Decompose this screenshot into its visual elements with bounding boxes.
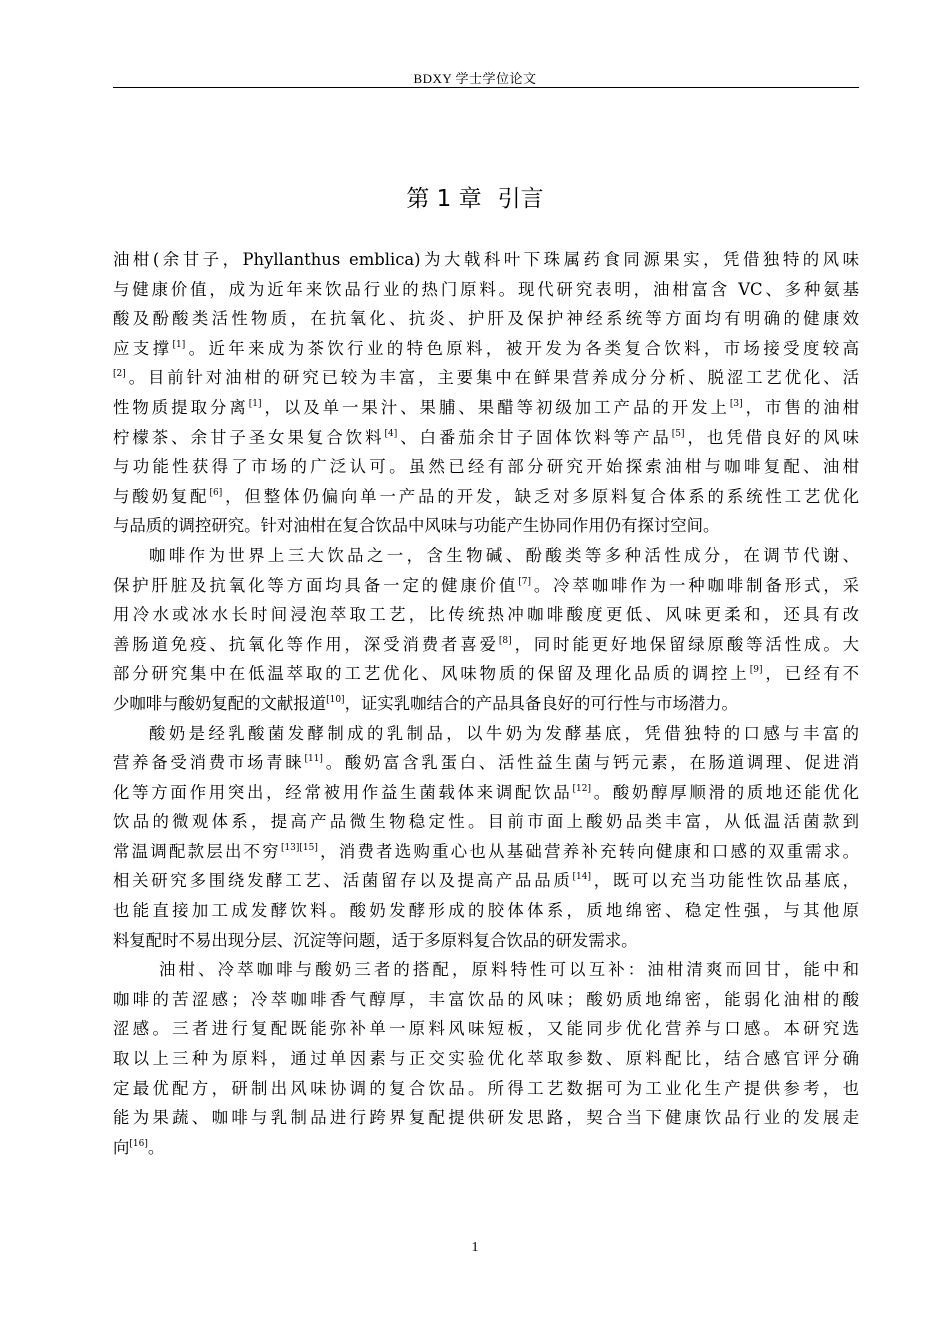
text-run: ，但整体仍偏向单一产品的开发，缺乏对多原料复合体系的系统性工艺优化: [222, 486, 860, 506]
text-line: [113, 659, 859, 689]
text-line: [113, 896, 859, 926]
text-line: [113, 748, 859, 778]
citation-marker: [8]: [498, 635, 512, 646]
text-run: ，既可以充当功能性饮品基底，: [590, 871, 860, 891]
text-run: 料复配时不易出现分层、沉淀等问题，适于多原料复合饮品的研发需求。: [113, 930, 638, 950]
text-run: 。近年来成为茶饮行业的特色原料，被开发为各类复合饮料，市场接受度较高: [185, 338, 859, 358]
text-line: [113, 541, 859, 571]
text-run: 保护肝脏及抗氧化等方面均具备一定的健康价值: [113, 575, 519, 595]
citation-marker: [16]: [129, 1138, 148, 1149]
text-line: [113, 600, 859, 630]
text-line: [113, 1103, 859, 1133]
text-line: [113, 689, 859, 719]
text-run: 也能直接加工成发酵饮料。酸奶发酵形成的胶体体系，质地绵密、稳定性强，与其他原: [113, 901, 859, 921]
text-run: 。目前针对油柑的研究已较为丰富，主要集中在鲜果营养成分分析、脱涩工艺优化、活: [125, 368, 859, 388]
citation-marker: [6]: [209, 487, 223, 498]
text-run: 咖啡的苦涩感；冷萃咖啡香气醇厚，丰富饮品的风味；酸奶质地绵密，能弱化油柑的酸: [113, 989, 859, 1009]
text-line: [113, 1074, 859, 1104]
citation-marker: [2]: [113, 369, 126, 380]
text-run: 常温调配款层出不穷: [113, 841, 281, 861]
text-run: 油柑、冷萃咖啡与酸奶三者的搭配，原料特性可以互补：油柑清爽而回甘，能中和: [159, 960, 859, 980]
text-run: ，同时能更好地保留绿原酸等活性成。大: [511, 634, 859, 654]
text-line: [113, 1014, 859, 1044]
text-run: 性物质提取分离: [113, 397, 249, 417]
text-run: 向: [113, 1137, 130, 1157]
text-run: ，消费者选购重心也从基础营养补充转向健康和口感的双重需求。: [317, 841, 860, 861]
text-run: 。冷萃咖啡作为一种咖啡制备形式，采: [530, 575, 860, 595]
text-line: [113, 866, 859, 896]
text-run: 。酸奶醇厚顺滑的质地还能优化: [590, 782, 860, 802]
header-rule: [113, 87, 859, 88]
text-line: [113, 778, 859, 808]
text-run: 。酸奶富含乳蛋白、活性益生菌与钙元素，在肠道调理、促进消: [322, 753, 859, 773]
citation-marker: [9]: [749, 665, 763, 676]
body-text: [113, 245, 859, 1162]
citation-marker: [11]: [304, 754, 323, 765]
text-line: [113, 511, 859, 541]
text-run: ，市售的油柑: [742, 397, 860, 417]
text-run: ，也凭借良好的风味: [684, 427, 860, 447]
text-run: 用冷水或冰水长时间浸泡萃取工艺，比传统热冲咖啡酸度更低、风味更柔和，还具有改: [113, 605, 859, 625]
text-line: [113, 807, 859, 837]
text-run: 柠檬茶、余甘子圣女果复合饮料: [113, 427, 385, 447]
chapter-number: 第 1 章: [406, 186, 482, 212]
text-run: ，已经有不: [762, 664, 860, 684]
text-line: [113, 304, 859, 334]
citation-marker: [12]: [572, 783, 591, 794]
citation-marker: [13][15]: [280, 842, 318, 853]
text-run: 少咖啡与酸奶复配的文献报道: [113, 693, 327, 713]
chapter-name: 引言: [497, 186, 544, 212]
text-line: [113, 571, 859, 601]
text-line: [113, 1133, 859, 1163]
text-run: 善肠道免疫、抗氧化等作用，深受消费者喜爱: [113, 634, 499, 654]
text-line: [113, 1044, 859, 1074]
text-run: 与健康价值，成为近年来饮品行业的热门原料。现代研究表明，油柑富含 VC、多种氨基: [113, 279, 859, 299]
text-run: ，证实乳咖结合的产品具备良好的可行性与市场潜力。: [344, 693, 738, 713]
text-run: 与品质的调控研究。针对油柑在复合饮品中风味与功能产生协同作用仍有探讨空间。: [113, 516, 720, 536]
citation-marker: [7]: [518, 576, 531, 587]
citation-marker: [10]: [326, 694, 345, 705]
text-line: [113, 334, 859, 364]
text-line: [113, 452, 859, 482]
text-line: [113, 363, 859, 393]
text-run: 营养备受消费市场青睐: [113, 753, 305, 773]
text-run: 定最优配方，研制出风味协调的复合饮品。所得工艺数据可为工业化生产提供参考，也: [113, 1078, 859, 1098]
text-line: [113, 719, 859, 749]
text-run: 酸奶是经乳酸菌发酵制成的乳制品，以牛奶为发酵基底，凭借独特的口感与丰富的: [149, 723, 859, 743]
citation-marker: [1]: [172, 339, 186, 350]
text-run: 相关研究多围绕发酵工艺、活菌留存以及提高产品品质: [113, 871, 573, 891]
text-line: [113, 245, 859, 275]
text-run: 涩感。三者进行复配既能弥补单一原料风味短板，又能同步优化营养与口感。本研究选: [113, 1019, 859, 1039]
text-line: [113, 393, 859, 423]
text-run: 、白番茄余甘子固体饮料等产品: [397, 427, 672, 447]
page-number: 1: [471, 1240, 479, 1255]
text-run: 。: [147, 1137, 165, 1157]
text-run: 饮品的微观体系，提高产品微生物稳定性。目前市面上酸奶品类丰富，从低温活菌款到: [113, 812, 859, 832]
citation-marker: [4]: [384, 428, 398, 439]
citation-marker: [3]: [729, 398, 743, 409]
text-line: [113, 926, 859, 956]
text-run: 与酸奶复配: [113, 486, 210, 506]
text-run: 油柑(余甘子，Phyllanthus emblica)为大戟科叶下珠属药食同源果实，凭借独特的风味: [113, 250, 859, 269]
text-run: 部分研究集中在低温萃取的工艺优化、风味物质的保留及理化品质的调控上: [113, 664, 750, 684]
text-run: 咖啡作为世界上三大饮品之一，含生物碱、酚酸类等多种活性成分，在调节代谢、: [149, 545, 859, 565]
text-run: 能为果蔬、咖啡与乳制品进行跨界复配提供研发思路，契合当下健康饮品行业的发展走: [113, 1108, 859, 1128]
chapter-title: [0, 180, 950, 213]
text-run: 取以上三种为原料，通过单因素与正交实验优化萃取参数、原料配比，结合感官评分确: [113, 1049, 859, 1069]
text-run: 化等方面作用突出，经常被用作益生菌载体来调配饮品: [113, 782, 573, 802]
text-line: [113, 630, 859, 660]
text-run: 应支撑: [113, 338, 173, 358]
text-run: 与功能性获得了市场的广泛认可。虽然已经有部分研究开始探索油柑与咖啡复配、油柑: [113, 457, 859, 477]
running-header: BDXY 学士学位论文: [413, 71, 537, 86]
text-run: ，以及单一果汁、果脯、果醋等初级加工产品的开发上: [261, 397, 730, 417]
text-line: [113, 482, 859, 512]
text-line: [113, 275, 859, 305]
citation-marker: [14]: [572, 872, 591, 883]
text-line: [113, 985, 859, 1015]
text-line: [113, 837, 859, 867]
text-line: [113, 423, 859, 453]
citation-marker: [1]: [248, 398, 262, 409]
text-run: 酸及酚酸类活性物质，在抗氧化、抗炎、护肝及保护神经系统等方面均有明确的健康效: [113, 309, 859, 329]
citation-marker: [5]: [671, 428, 685, 439]
text-line: [113, 955, 859, 985]
